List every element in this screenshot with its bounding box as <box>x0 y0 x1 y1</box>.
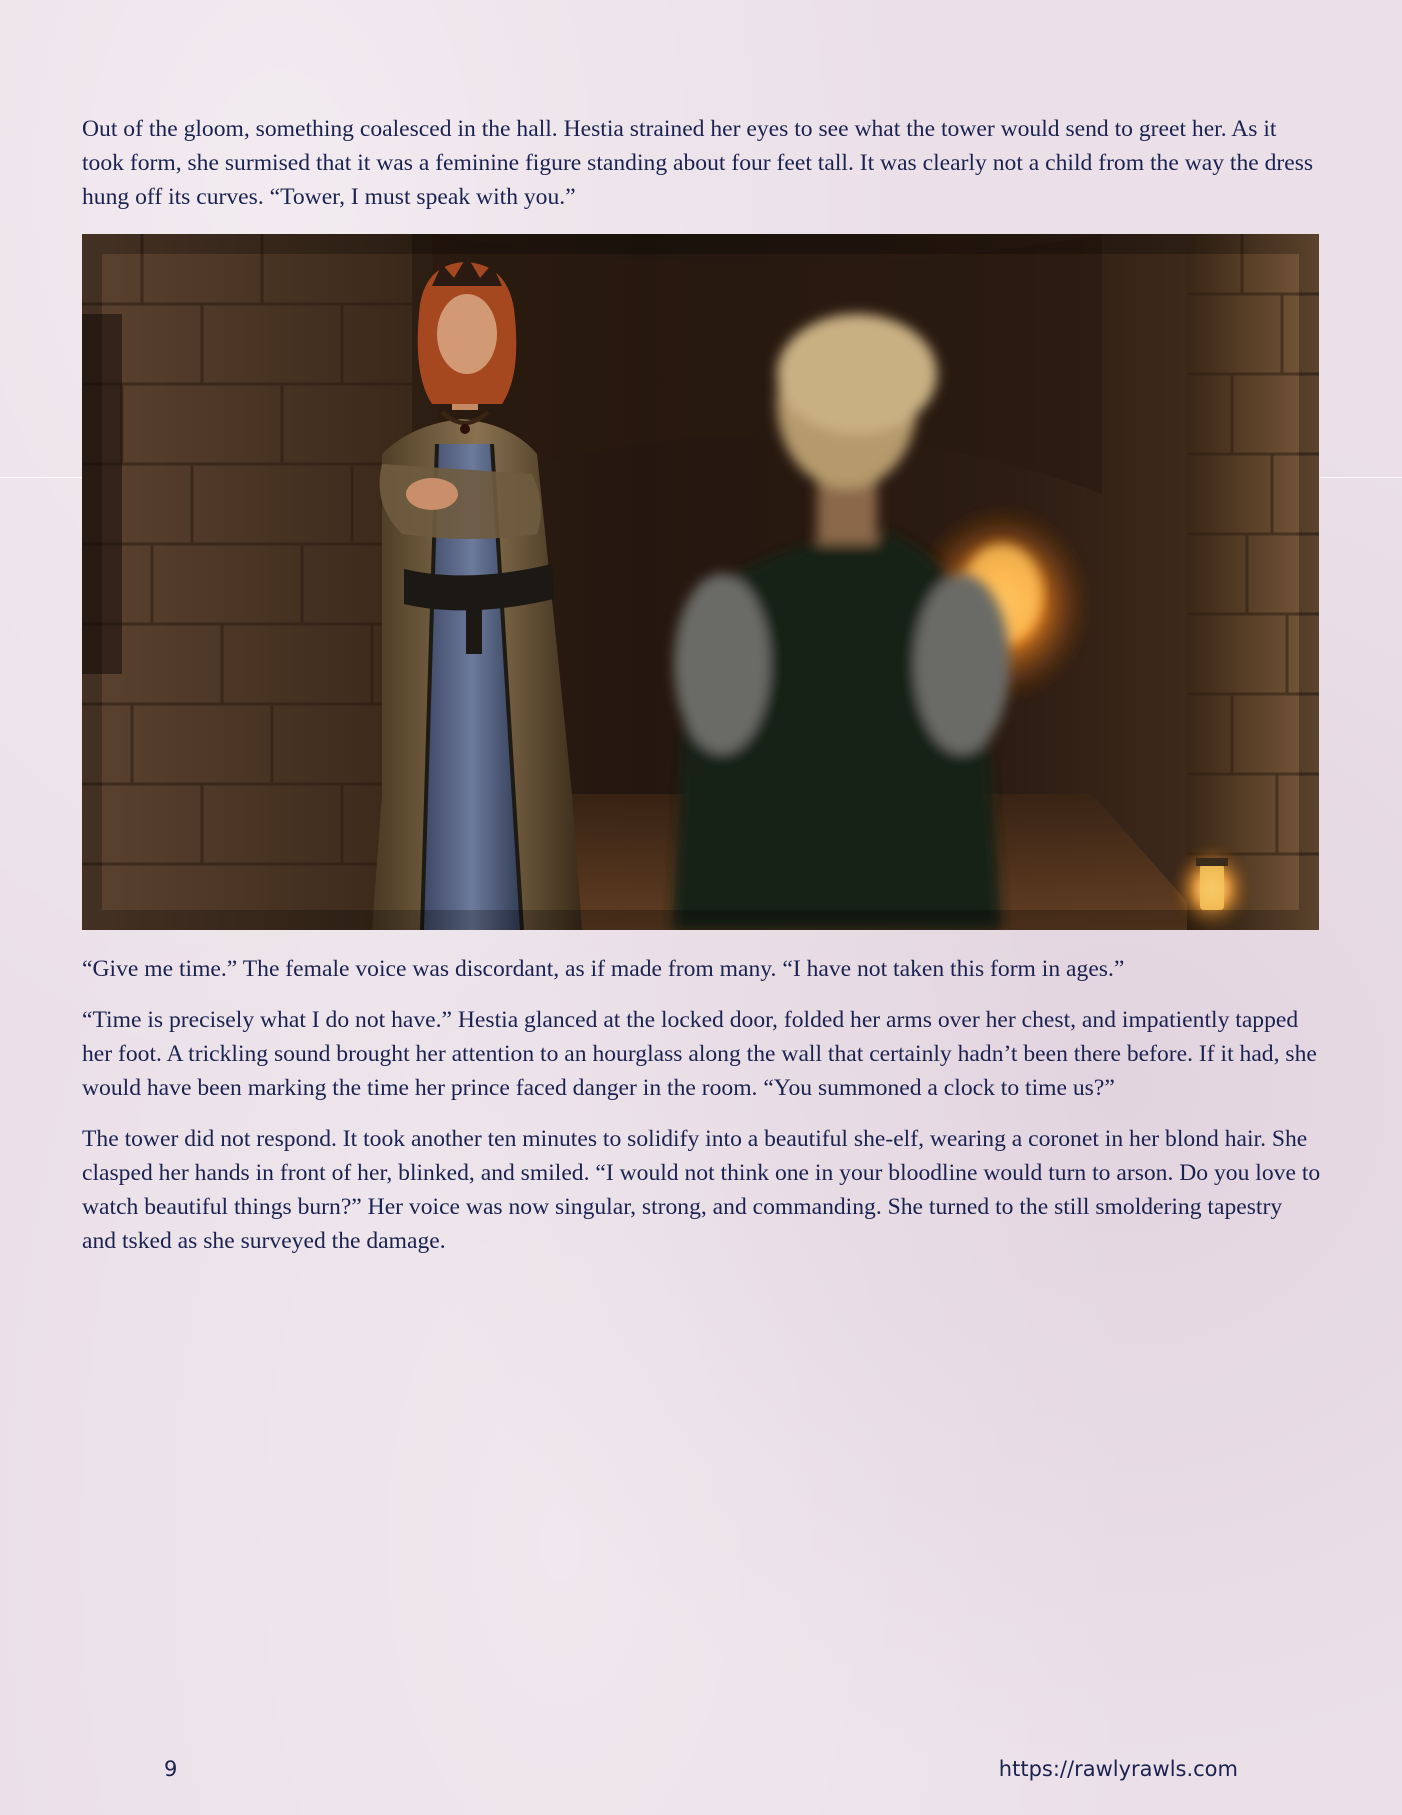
story-paragraph: The tower did not respond. It took another ten minutes to solidify into a beautiful she-elf, wearing a coronet in her blond hair. She clasped her hands in front of her, blinked, and smiled. “I would not think one in your bloodline would turn to arson. Do you love to watch beautiful things burn?” Her voice was now singular, strong, and commanding. She turned to the still smoldering tapestry and tsked as she surveyed the damage. <box>82 1126 1321 1254</box>
story-paragraph: “Give me time.” The female voice was discordant, as if made from many. “I have not taken this form in ages.” <box>82 956 1125 982</box>
story-paragraph: Out of the gloom, something coalesced in the hall. Hestia strained her eyes to see what the tower would send to greet her. As it took form, she surmised that it was a feminine figure standing about four feet tall. It was clearly not a child from the way the dress hung off its curves. “Tower, I must speak with you.” <box>82 116 1314 210</box>
page-content <box>82 112 1322 1258</box>
footer-url-link[interactable]: https://rawlyrawls.com <box>998 1757 1238 1781</box>
page-guide-line-left <box>0 477 82 478</box>
story-illustration <box>82 234 1319 930</box>
story-paragraph: “Time is precisely what I do not have.” Hestia glanced at the locked door, folded her arms over her chest, and impatiently tapped her foot. A trickling sound brought her attention to an hourglass along the wall that certainly hadn’t been there before. If it had, she would have been marking the time her prince faced danger in the room. “You summoned a clock to time us?” <box>82 1007 1317 1101</box>
page-guide-line-right <box>1320 477 1402 478</box>
page-number: 9 <box>164 1757 178 1781</box>
